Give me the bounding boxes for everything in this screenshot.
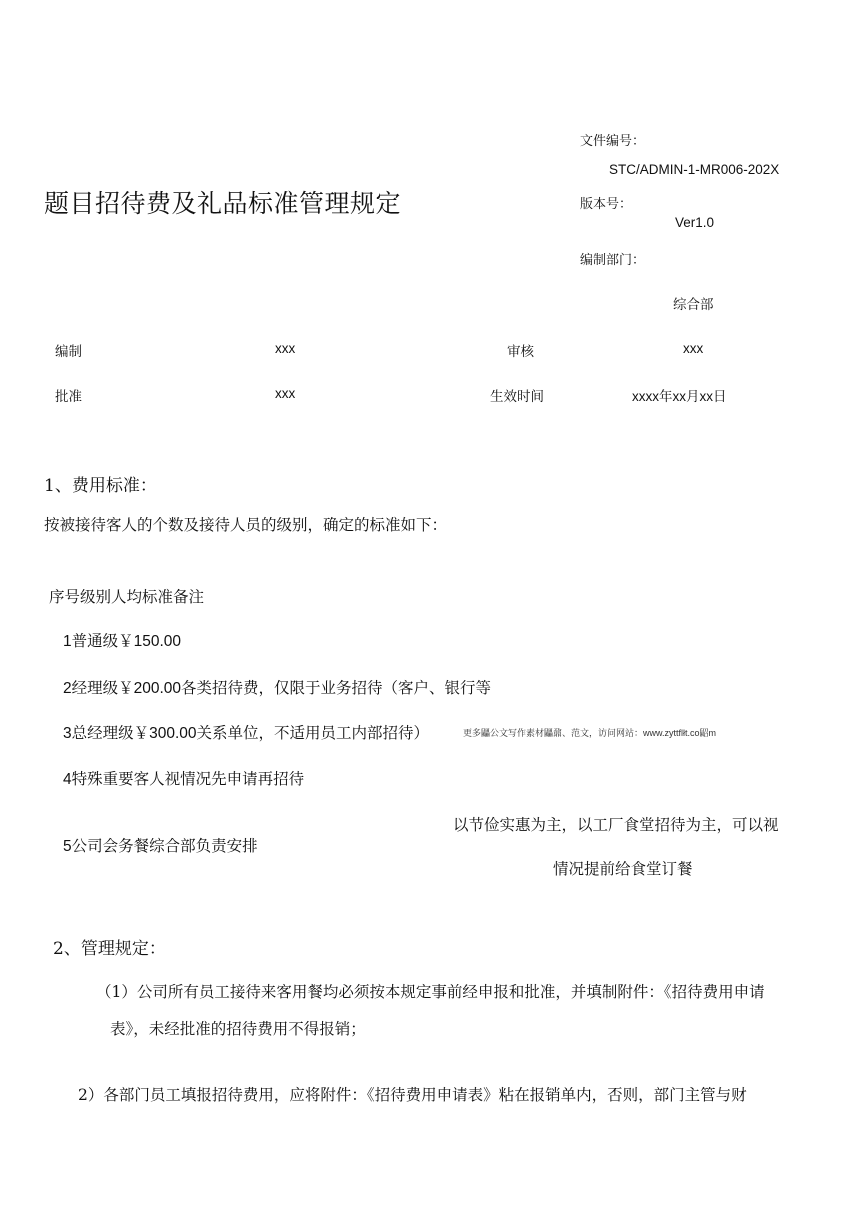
- standards-row-2: 2经理级￥200.00各类招待费，仅限于业务招待（客户、银行等: [63, 680, 492, 697]
- section-2-heading: 2、管理规定：: [53, 939, 166, 959]
- standards-row-1: 1普通级￥150.00: [63, 633, 182, 650]
- watermark-note: 更多鼺公文写作素材鼺鼐、范文，访问网站：www.zyttflłt.co鼦m: [463, 728, 717, 738]
- standards-row-4: 4特殊重要客人视情况先申请再招待: [63, 771, 305, 788]
- standards-note-line-2: 情况提前给食堂订餐: [553, 861, 693, 878]
- effective-date-value: xxxx年xx月xx日: [632, 389, 727, 404]
- rule-2-line-1: 2）各部门员工填报招待费用，应将附件：《招待费用申请表》粘在报销单内，否则，部门主管与财: [78, 1086, 747, 1104]
- standards-row-3: 3总经理级￥300.00关系单位，不适用员工内部招待）: [63, 725, 430, 742]
- file-number-value: STC/ADMIN-1-MR006-202X: [609, 162, 780, 177]
- prepared-by-label: 编制: [55, 344, 82, 359]
- standards-note-line-1: 以节俭实惠为主，以工厂食堂招待为主，可以视: [453, 817, 779, 834]
- file-number-label: 文件编号：: [580, 133, 646, 148]
- reviewed-by-value: xxx: [683, 341, 704, 356]
- rule-1-line-1: （1）公司所有员工接待来客用餐均必须按本规定事前经申报和批准，并填制附件：《招待费用申请: [96, 983, 765, 1001]
- rule-1-line-2: 表》，未经批准的招待费用不得报销；: [110, 1020, 366, 1038]
- section-1-intro: 按被接待客人的个数及接待人员的级别，确定的标准如下：: [44, 516, 448, 534]
- prepared-by-value: xxx: [275, 341, 296, 356]
- version-label: 版本号：: [580, 196, 633, 211]
- section-1-heading: 1、费用标准：: [44, 476, 157, 496]
- standards-row-5: 5公司会务餐综合部负责安排: [63, 838, 258, 855]
- version-value: Ver1.0: [675, 215, 715, 230]
- department-value: 综合部: [673, 297, 714, 312]
- effective-date-label: 生效时间: [490, 389, 544, 404]
- approved-by-label: 批准: [55, 389, 82, 404]
- document-title: 题目招待费及礼品标准管理规定: [44, 190, 402, 218]
- approved-by-value: xxx: [275, 386, 296, 401]
- standards-table-header: 序号级别人均标准备注: [49, 589, 205, 606]
- reviewed-by-label: 审核: [507, 344, 534, 359]
- department-label: 编制部门：: [580, 252, 646, 267]
